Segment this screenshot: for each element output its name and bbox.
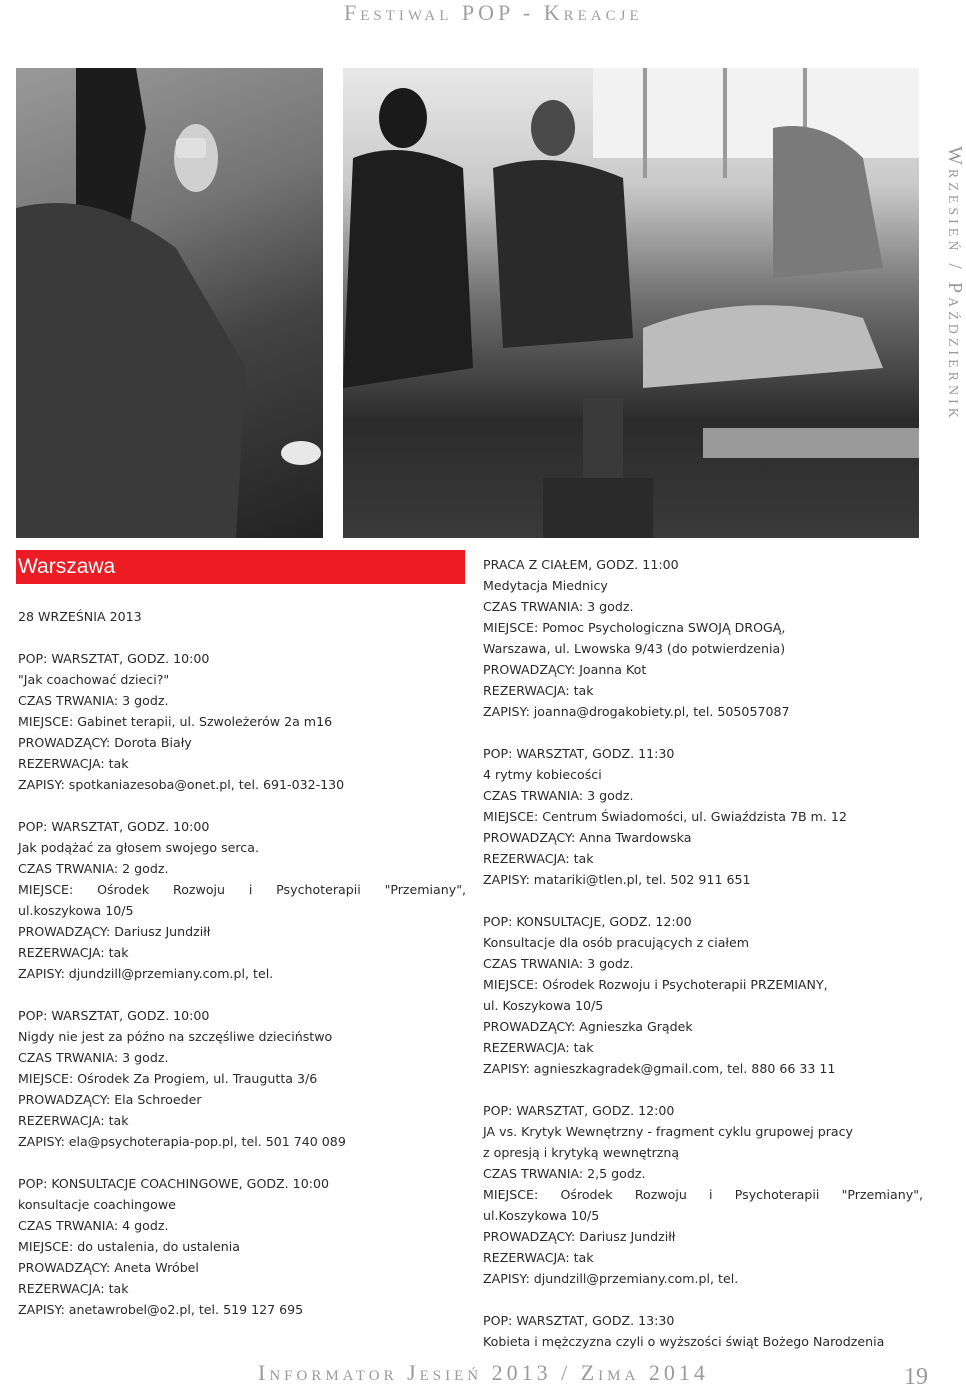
event-line: REZERWACJA: tak xyxy=(18,756,129,771)
event-line: CZAS TRWANIA: 3 godz. xyxy=(18,1050,169,1065)
event-line: MIEJSCE: Ośrodek Za Progiem, ul. Traugutta 3/6 xyxy=(18,1071,318,1086)
event-line: REZERWACJA: tak xyxy=(483,1040,594,1055)
event-line: POP: WARSZTAT, GODZ. 13:30 xyxy=(483,1313,675,1328)
event-block xyxy=(483,911,923,1079)
event-line: Jak podążać za głosem swojego serca. xyxy=(18,840,259,855)
city-heading: Warszawa xyxy=(16,550,465,584)
event-line: PROWADZĄCY: Ela Schroeder xyxy=(18,1092,202,1107)
event-block xyxy=(18,816,466,984)
event-line: Medytacja Miednicy xyxy=(483,578,608,593)
event-line: PROWADZĄCY: Dorota Biały xyxy=(18,735,192,750)
event-block xyxy=(18,648,466,795)
event-block xyxy=(483,554,923,722)
photo-workshop-audience xyxy=(343,68,919,538)
event-line: MIEJSCE: Ośrodek Rozwoju i Psychoterapii PRZEMIANY, xyxy=(483,977,828,992)
event-line: PROWADZĄCY: Dariusz Jundziłł xyxy=(18,924,211,939)
event-line: ul.Koszykowa 10/5 xyxy=(483,1208,600,1223)
event-line: PROWADZĄCY: Joanna Kot xyxy=(483,662,647,677)
event-line: ZAPISY: agnieszkagradek@gmail.com, tel. 880 66 33 11 xyxy=(483,1061,836,1076)
event-line: Nigdy nie jest za późno na szczęśliwe dzieciństwo xyxy=(18,1029,333,1044)
event-line: CZAS TRWANIA: 3 godz. xyxy=(483,599,634,614)
event-line: ul.koszykowa 10/5 xyxy=(18,903,134,918)
event-line: MIEJSCE: Pomoc Psychologiczna SWOJĄ DROGĄ, xyxy=(483,620,786,635)
event-line: 4 rytmy kobiecości xyxy=(483,767,602,782)
left-column xyxy=(18,606,466,1341)
event-line: PROWADZĄCY: Dariusz Jundziłł xyxy=(483,1229,676,1244)
event-line: POP: KONSULTACJE COACHINGOWE, GODZ. 10:00 xyxy=(18,1176,329,1191)
event-line: MIEJSCE: Centrum Świadomości, ul. Gwiaździsta 7B m. 12 xyxy=(483,809,847,824)
event-line: ZAPISY: matariki@tlen.pl, tel. 502 911 651 xyxy=(483,872,751,887)
event-line: POP: KONSULTACJE, GODZ. 12:00 xyxy=(483,914,692,929)
page-number: 19 xyxy=(904,1364,928,1390)
photo-woman-with-phone xyxy=(16,68,323,538)
event-line: REZERWACJA: tak xyxy=(18,1281,129,1296)
event-line: MIEJSCE: Ośrodek Rozwoju i Psychoterapii "Przemiany", xyxy=(483,1187,923,1202)
event-line: ZAPISY: anetawrobel@o2.pl, tel. 519 127 695 xyxy=(18,1302,304,1317)
event-line: POP: WARSZTAT, GODZ. 10:00 xyxy=(18,819,210,834)
event-line: REZERWACJA: tak xyxy=(483,683,594,698)
event-line: ZAPISY: spotkaniazesoba@onet.pl, tel. 691-032-130 xyxy=(18,777,345,792)
event-block xyxy=(18,1005,466,1152)
footer-title: Informator Jesień 2013 / Zima 2014 xyxy=(258,1360,709,1385)
event-line: MIEJSCE: Gabinet terapii, ul. Szwoleżerów 2a m16 xyxy=(18,714,333,729)
event-block xyxy=(483,743,923,890)
event-line: ZAPISY: joanna@drogakobiety.pl, tel. 505057087 xyxy=(483,704,790,719)
event-line: REZERWACJA: tak xyxy=(483,851,594,866)
event-line: "Jak coachować dzieci?" xyxy=(18,672,170,687)
event-line: CZAS TRWANIA: 3 godz. xyxy=(18,693,169,708)
event-line: CZAS TRWANIA: 2 godz. xyxy=(18,861,169,876)
event-block xyxy=(18,1173,466,1320)
event-line: konsultacje coachingowe xyxy=(18,1197,176,1212)
event-block xyxy=(483,1100,923,1289)
event-line: CZAS TRWANIA: 3 godz. xyxy=(483,956,634,971)
event-line: ZAPISY: djundzill@przemiany.com.pl, tel. xyxy=(18,966,274,981)
event-line: POP: WARSZTAT, GODZ. 12:00 xyxy=(483,1103,675,1118)
event-line: ZAPISY: djundzill@przemiany.com.pl, tel. xyxy=(483,1271,739,1286)
event-line: REZERWACJA: tak xyxy=(483,1250,594,1265)
event-line: z opresją i krytyką wewnętrzną xyxy=(483,1145,680,1160)
side-title-months: Wrzesień / Październik xyxy=(944,146,966,422)
event-line: REZERWACJA: tak xyxy=(18,1113,129,1128)
event-line: ul. Koszykowa 10/5 xyxy=(483,998,604,1013)
event-line: MIEJSCE: do ustalenia, do ustalenia xyxy=(18,1239,240,1254)
event-line: CZAS TRWANIA: 2,5 godz. xyxy=(483,1166,646,1181)
event-line: PRACA Z CIAŁEM, GODZ. 11:00 xyxy=(483,557,679,572)
event-line: REZERWACJA: tak xyxy=(18,945,129,960)
event-line: PROWADZĄCY: Agnieszka Grądek xyxy=(483,1019,693,1034)
event-line: Warszawa, ul. Lwowska 9/43 (do potwierdzenia) xyxy=(483,641,786,656)
event-line: PROWADZĄCY: Anna Twardowska xyxy=(483,830,692,845)
right-column xyxy=(483,554,923,1373)
event-line: JA vs. Krytyk Wewnętrzny - fragment cyklu grupowej pracy xyxy=(483,1124,853,1139)
event-block xyxy=(483,1310,923,1352)
event-line: CZAS TRWANIA: 4 godz. xyxy=(18,1218,169,1233)
event-line: POP: WARSZTAT, GODZ. 10:00 xyxy=(18,1008,210,1023)
event-line: POP: WARSZTAT, GODZ. 10:00 xyxy=(18,651,210,666)
event-line: ZAPISY: ela@psychoterapia-pop.pl, tel. 501 740 089 xyxy=(18,1134,346,1149)
event-line: MIEJSCE: Ośrodek Rozwoju i Psychoterapii "Przemiany", xyxy=(18,882,466,897)
event-line: Kobieta i mężczyzna czyli o wyższości świąt Bożego Narodzenia xyxy=(483,1334,885,1349)
event-line: CZAS TRWANIA: 3 godz. xyxy=(483,788,634,803)
event-line: Konsultacje dla osób pracujących z ciałem xyxy=(483,935,750,950)
event-date: 28 WRZEŚNIA 2013 xyxy=(18,609,142,624)
event-line: POP: WARSZTAT, GODZ. 11:30 xyxy=(483,746,675,761)
header-title: Festiwal POP - Kreacje xyxy=(344,0,643,25)
event-line: PROWADZĄCY: Aneta Wróbel xyxy=(18,1260,199,1275)
